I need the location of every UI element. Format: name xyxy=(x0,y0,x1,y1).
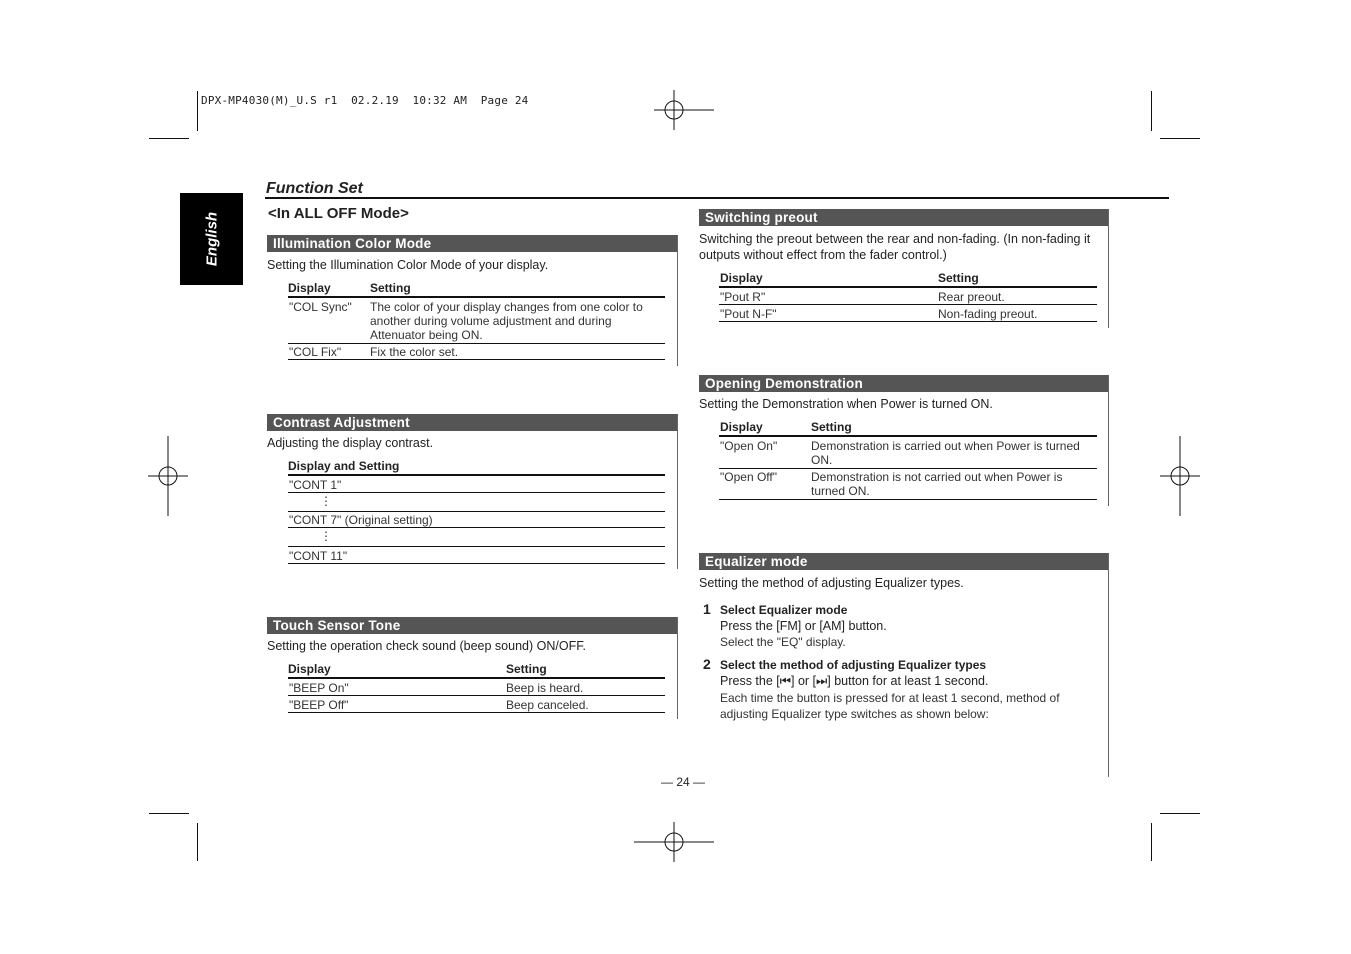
preout-row2-setting: Non-fading preout. xyxy=(938,307,1038,321)
illumination-row2-display: "COL Fix" xyxy=(289,345,342,359)
demo-title: Opening Demonstration xyxy=(699,375,1109,392)
illumination-col-display: Display xyxy=(288,281,331,295)
section-title: Function Set xyxy=(266,180,363,197)
contrast-col-header: Display and Setting xyxy=(288,459,400,473)
preout-col-display: Display xyxy=(720,271,763,285)
touch-row1-setting: Beep is heard. xyxy=(506,681,584,695)
equalizer-desc: Setting the method of adjusting Equalizer types. xyxy=(699,576,964,590)
page-number: — 24 — xyxy=(661,775,706,789)
step2-heading: Select the method of adjusting Equalizer types xyxy=(720,658,987,672)
registration-mark-left xyxy=(148,436,188,516)
step1-heading: Select Equalizer mode xyxy=(720,603,848,617)
touch-title: Touch Sensor Tone xyxy=(267,617,677,634)
preout-row2-display: "Pout N-F" xyxy=(720,307,777,321)
contrast-row2: "CONT 7" (Original setting) xyxy=(289,513,433,527)
contrast-row1: "CONT 1" xyxy=(289,478,342,492)
touch-row2-setting: Beep canceled. xyxy=(506,698,589,712)
contrast-ellipsis-1: ⋮ xyxy=(320,494,332,508)
demo-row1-setting: Demonstration is carried out when Power is turned ON. xyxy=(811,439,1080,467)
language-tab xyxy=(180,193,243,285)
illumination-row1-display: "COL Sync" xyxy=(289,300,352,314)
equalizer-title: Equalizer mode xyxy=(699,553,1109,570)
step1-number: 1 xyxy=(703,601,711,617)
step1-line1: Press the [FM] or [AM] button. xyxy=(720,619,887,633)
registration-mark-bottom xyxy=(634,822,714,862)
contrast-row3: "CONT 11" xyxy=(289,549,348,563)
language-tab-label: English xyxy=(203,211,220,267)
touch-row2-display: "BEEP Off" xyxy=(289,698,349,712)
registration-mark-right xyxy=(1160,436,1200,516)
touch-col-display: Display xyxy=(288,662,331,676)
contrast-desc: Adjusting the display contrast. xyxy=(267,436,434,450)
step2-number: 2 xyxy=(703,656,711,672)
touch-row1-display: "BEEP On" xyxy=(289,681,349,695)
demo-row2-display: "Open Off" xyxy=(720,470,777,484)
print-slug: DPX-MP4030(M)_U.S r1 02.2.19 10:32 AM Page 24 xyxy=(201,94,529,107)
preout-row1-setting: Rear preout. xyxy=(938,290,1005,304)
demo-desc: Setting the Demonstration when Power is turned ON. xyxy=(699,397,993,411)
illumination-title: Illumination Color Mode xyxy=(267,235,677,252)
preout-title: Switching preout xyxy=(699,209,1109,226)
contrast-title: Contrast Adjustment xyxy=(267,414,677,431)
demo-row2-setting: Demonstration is not carried out when Power is turned ON. xyxy=(811,470,1063,498)
touch-desc: Setting the operation check sound (beep sound) ON/OFF. xyxy=(267,639,586,653)
registration-mark-top xyxy=(654,90,714,130)
step1-line2: Select the "EQ" display. xyxy=(720,635,846,649)
preout-desc: Switching the preout between the rear and non-fading. (In non-fading it outputs without effect from the fader control.) xyxy=(699,232,1091,262)
step2-line2: Each time the button is pressed for at least 1 second, method of adjusting Equalizer type switches as shown below: xyxy=(720,691,1060,721)
illumination-row2-setting: Fix the color set. xyxy=(370,345,459,359)
step2-line1: Press the [⏮] or [⏭] button for at least 1 second. xyxy=(720,674,989,688)
illumination-row1-setting: The color of your display changes from one color to another during volume adjustment and during Attenuator being ON. xyxy=(370,300,643,342)
contrast-ellipsis-2: ⋮ xyxy=(320,529,332,543)
demo-col-display: Display xyxy=(720,420,763,434)
touch-col-setting: Setting xyxy=(506,662,547,676)
illumination-col-setting: Setting xyxy=(370,281,411,295)
demo-col-setting: Setting xyxy=(811,420,852,434)
mode-heading: <In ALL OFF Mode> xyxy=(268,205,409,222)
demo-row1-display: "Open On" xyxy=(720,439,778,453)
preout-row1-display: "Pout R" xyxy=(720,290,766,304)
preout-col-setting: Setting xyxy=(938,271,979,285)
illumination-desc: Setting the Illumination Color Mode of your display. xyxy=(267,258,549,272)
